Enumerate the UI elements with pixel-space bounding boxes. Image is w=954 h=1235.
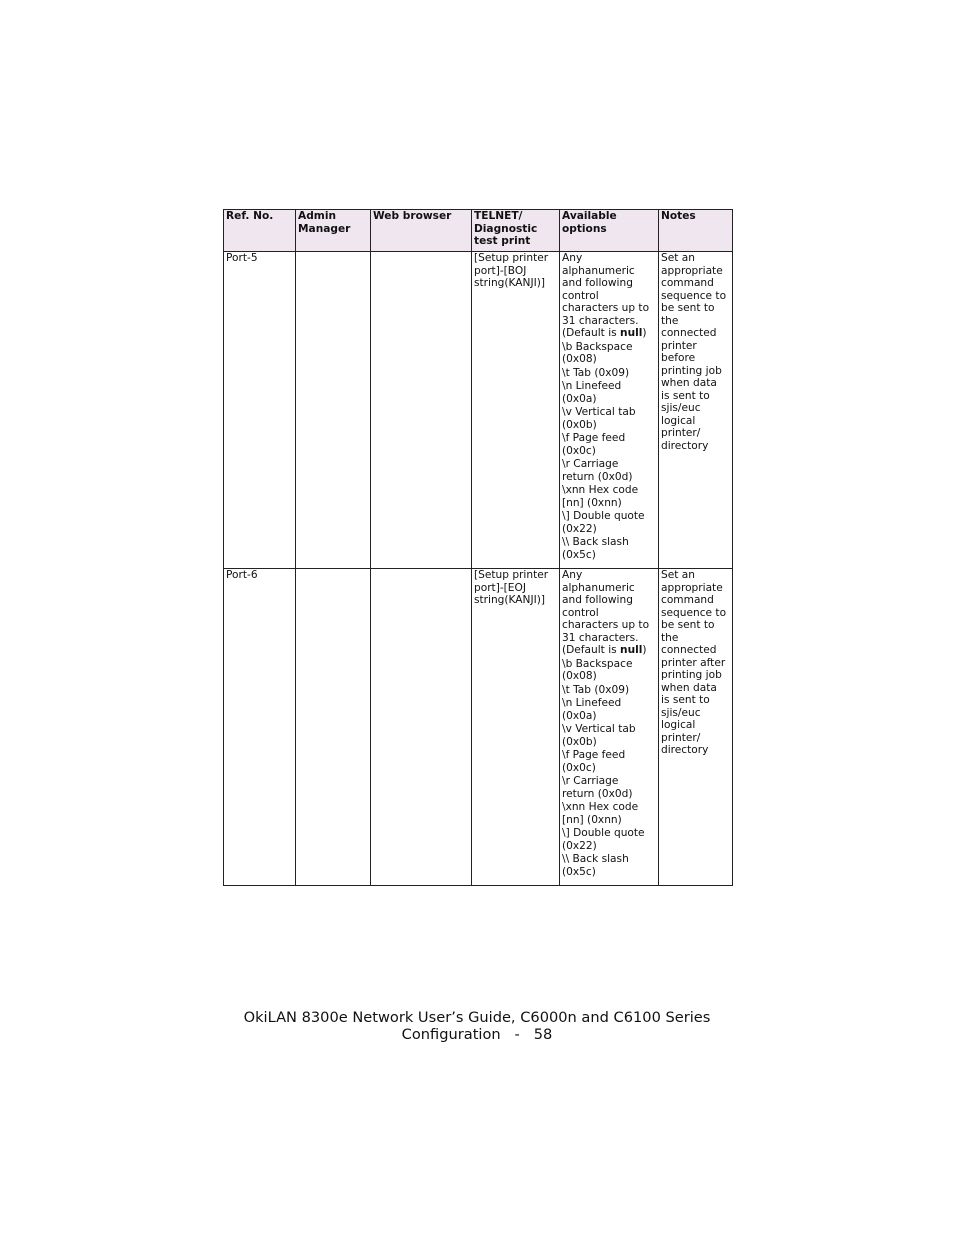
- option-item-text: (0x0a): [562, 709, 597, 722]
- default-suffix: ): [642, 644, 647, 656]
- table-row: [224, 569, 733, 886]
- notes-text: printer/: [661, 731, 701, 744]
- notes-text: logical: [661, 414, 696, 427]
- options-intro-text: control: [562, 289, 599, 302]
- notes-text: sequence to: [661, 606, 727, 619]
- cell-web-browser: [371, 569, 472, 886]
- option-item-text: (0x0c): [562, 444, 596, 457]
- default-suffix: ): [642, 327, 647, 339]
- notes-text: command: [661, 277, 714, 289]
- option-item-text: (0x0b): [562, 735, 597, 748]
- telnet-text: [Setup printer: [474, 569, 549, 581]
- header-telnet: TELNET/ Diagnostic test print: [472, 210, 560, 252]
- option-item-text: \v Vertical tab: [562, 723, 636, 735]
- option-item-text: \r Carriage: [562, 458, 619, 470]
- cell-available-options: [560, 252, 659, 569]
- options-default: [562, 327, 656, 340]
- cell-ref-no: [224, 252, 296, 569]
- footer-page-number: Configuration - 58: [401, 1026, 553, 1043]
- notes-text: is sent to: [661, 389, 710, 402]
- notes-text: directory: [661, 744, 709, 756]
- notes-text: command: [661, 594, 714, 606]
- ref-no-text: Port-5: [226, 252, 258, 264]
- cell-notes: [659, 252, 733, 569]
- notes-text: printer after: [661, 656, 726, 669]
- notes-text: when data: [661, 377, 717, 389]
- option-item-text: (0x22): [562, 522, 597, 535]
- cell-telnet: [472, 569, 560, 886]
- option-item-text: \f Page feed: [562, 432, 626, 444]
- option-item-text: (0x5c): [562, 548, 596, 561]
- notes-text: logical: [661, 719, 696, 731]
- notes-text: the: [661, 631, 679, 644]
- option-item-text: (0x0a): [562, 392, 597, 405]
- option-item-text: (0x0b): [562, 418, 597, 431]
- options-intro-text: alphanumeric: [562, 581, 635, 594]
- cell-web-browser: [371, 252, 472, 569]
- default-value: null: [620, 327, 643, 339]
- notes-text: when data: [661, 681, 717, 694]
- default-prefix: (Default is: [562, 327, 621, 339]
- option-item-text: \t Tab (0x09): [562, 366, 630, 379]
- telnet-text: port]-[EOJ: [474, 581, 526, 594]
- option-item-text: \b Backspace: [562, 340, 633, 353]
- option-item-text: (0x5c): [562, 865, 596, 878]
- notes-text: before: [661, 352, 696, 364]
- header-admin-manager: Admin Manager: [296, 210, 371, 252]
- options-intro-text: Any: [562, 252, 583, 264]
- cell-available-options: [560, 569, 659, 886]
- notes-text: Set an: [661, 569, 695, 581]
- header-ref-no: Ref. No.: [224, 210, 296, 252]
- option-item-text: \b Backspace: [562, 657, 633, 670]
- default-value: null: [620, 644, 643, 656]
- notes-text: printing job: [661, 669, 722, 681]
- notes-text: printer/: [661, 427, 701, 439]
- options-intro-text: Any: [562, 569, 583, 581]
- notes-text: be sent to: [661, 302, 715, 314]
- cell-telnet: [472, 252, 560, 569]
- notes-text: Set an: [661, 252, 695, 264]
- telnet-text: [Setup printer: [474, 252, 549, 264]
- notes-text: be sent to: [661, 619, 715, 631]
- header-notes: Notes: [659, 210, 733, 252]
- options-intro-text: alphanumeric: [562, 264, 635, 277]
- options-intro-text: control: [562, 606, 599, 619]
- notes-text: connected: [661, 644, 717, 656]
- default-prefix: (Default is: [562, 644, 621, 656]
- notes-text: sjis/euc: [661, 706, 701, 719]
- option-item-text: \r Carriage: [562, 775, 619, 787]
- notes-text: sjis/euc: [661, 402, 701, 414]
- ref-no-text: Port-6: [226, 569, 258, 581]
- option-item-text: \n Linefeed: [562, 697, 622, 709]
- notes-text: printer: [661, 339, 697, 352]
- notes-text: appropriate: [661, 581, 723, 594]
- option-item-text: \xnn Hex code: [562, 484, 639, 496]
- notes-text: directory: [661, 439, 709, 452]
- option-item-text: (0x08): [562, 353, 597, 365]
- option-item-text: [nn] (0xnn): [562, 813, 622, 826]
- option-item-text: (0x08): [562, 670, 597, 682]
- option-item-text: (0x0c): [562, 761, 596, 774]
- option-item-text: \xnn Hex code: [562, 801, 639, 813]
- options-intro-text: characters up to: [562, 302, 650, 314]
- cell-ref-no: [224, 569, 296, 886]
- notes-text: connected: [661, 327, 717, 339]
- options-intro-text: 31 characters.: [562, 631, 639, 644]
- notes-text: is sent to: [661, 694, 710, 706]
- option-item-text: \v Vertical tab: [562, 406, 636, 418]
- table-header-row: [224, 210, 733, 252]
- options-intro-text: and following: [562, 594, 633, 606]
- telnet-text: string(KANJI)]: [474, 277, 545, 289]
- table-body: [224, 252, 733, 886]
- cell-admin-manager: [296, 569, 371, 886]
- option-item-text: (0x22): [562, 839, 597, 852]
- options-default: [562, 644, 656, 657]
- notes-text: sequence to: [661, 289, 727, 302]
- options-intro-text: and following: [562, 277, 633, 289]
- option-item-text: \] Double quote: [562, 827, 645, 839]
- cell-admin-manager: [296, 252, 371, 569]
- option-item-text: \n Linefeed: [562, 380, 622, 392]
- option-item-text: \\ Back slash: [562, 536, 629, 548]
- cell-notes: [659, 569, 733, 886]
- telnet-text: string(KANJI)]: [474, 594, 545, 606]
- table-row: [224, 252, 733, 569]
- header-web-browser: Web browser: [371, 210, 472, 252]
- notes-text: the: [661, 314, 679, 327]
- option-item-text: \f Page feed: [562, 749, 626, 761]
- header-available-options: Available options: [560, 210, 659, 252]
- option-item-text: return (0x0d): [562, 470, 633, 483]
- telnet-text: port]-[BOJ: [474, 264, 527, 277]
- option-item-text: \] Double quote: [562, 510, 645, 522]
- notes-text: appropriate: [661, 264, 723, 277]
- footer-title: OkiLAN 8300e Network User’s Guide, C6000n and C6100 Series: [243, 1009, 711, 1026]
- options-intro-text: 31 characters.: [562, 314, 639, 327]
- notes-text: printing job: [661, 364, 722, 377]
- option-item-text: \\ Back slash: [562, 853, 629, 865]
- options-intro-text: characters up to: [562, 619, 650, 631]
- option-item-text: \t Tab (0x09): [562, 683, 630, 696]
- option-item-text: return (0x0d): [562, 787, 633, 800]
- configuration-table: [223, 209, 733, 886]
- option-item-text: [nn] (0xnn): [562, 496, 622, 509]
